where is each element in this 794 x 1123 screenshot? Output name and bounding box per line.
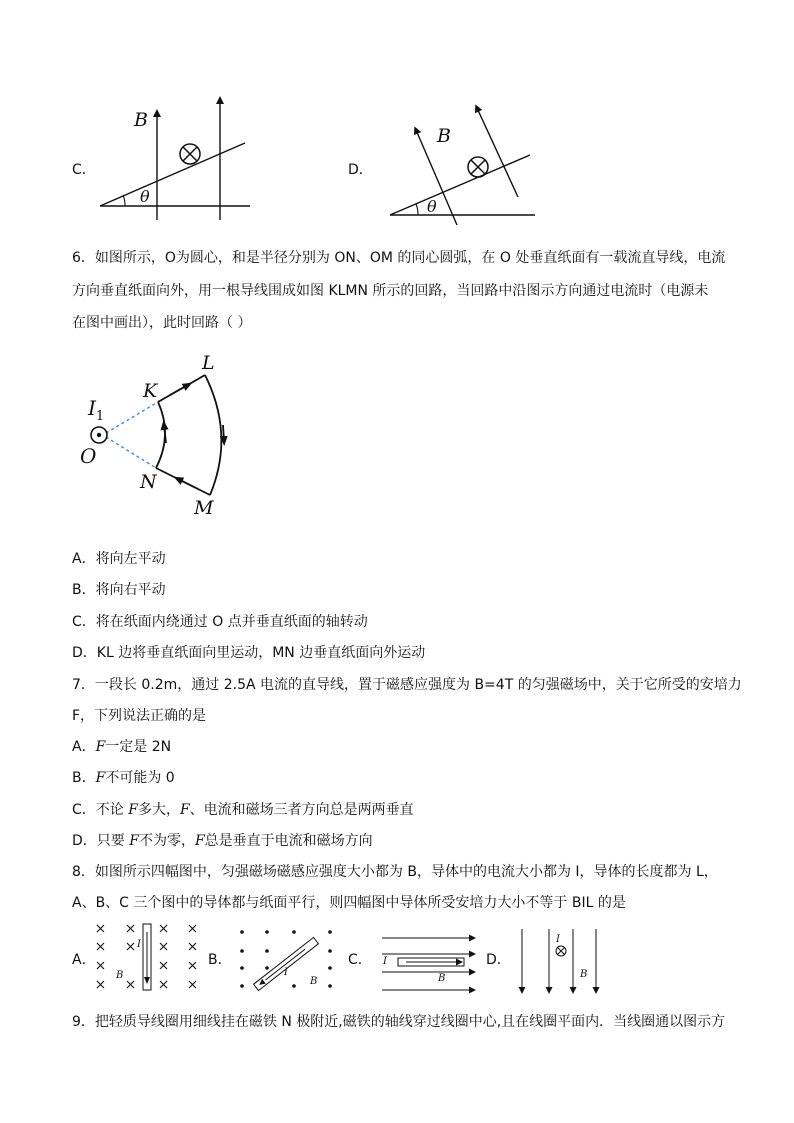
q7-option-b: B．F不可能为 0 [72,770,175,786]
q8-figure-b [234,926,340,998]
conductor-rail [390,155,530,215]
b-label: B [116,970,124,981]
radius-dashed [106,437,156,468]
option-d-figure [385,100,545,230]
q6-option-d: D．KL 边将垂直纸面向里运动，MN 边垂直纸面向外运动 [72,645,426,661]
field-line [477,108,518,197]
arc-lm [205,375,221,495]
q6-stem-line1: 6．如图所示，O为圆心，和是半径分别为 ON、OM 的同心圆弧，在 O 处垂直纸面有一载流直导线，电流 [72,250,726,266]
q8-stem-line1: 8．如图所示四幅图中，匀强磁场磁感应强度大小都为 B，导体中的电流大小都为 I，导体的长度都为 L， [72,864,718,880]
point-m-label: M [194,497,214,519]
current-label: $I_1$ [88,396,105,424]
point-l-label: L [202,352,215,374]
q6-figure [70,345,250,525]
b-label: B [310,976,318,987]
b-label: B [134,109,148,131]
q8-stem-line2: A、B、C 三个图中的导体都与纸面平行，则四幅图中导体所受安培力大小不等于 BIL 的是 [72,895,626,911]
current-label: I [556,934,560,945]
angle-arc [123,195,125,206]
q8-figure-a-label: A． [72,952,96,968]
current-label: I [137,939,141,950]
point-o-label: O [80,444,97,468]
q8-figure-b-label: B． [208,952,232,968]
theta-label: θ [140,187,150,206]
q7-stem-line2: F，下列说法正确的是 [72,708,207,724]
q6-option-c: C．将在纸面内绕通过 O 点并垂直纸面的轴转动 [72,614,368,630]
current-label: I [383,956,387,967]
q6-stem-line3: 在图中画出），此时回路（ ） [72,315,252,331]
q7-option-d: D．只要 F不为零，F总是垂直于电流和磁场方向 [72,833,373,849]
q8-figure-d-label: D． [486,952,511,968]
conductor-rail [100,143,245,206]
b-label: B [437,125,451,147]
point-n-label: N [140,471,157,493]
b-label: B [438,973,446,984]
theta-label: θ [427,197,437,216]
option-d-label: D． [348,162,373,178]
arc-nk [156,402,165,468]
into-page-icon [180,144,200,164]
option-c-label: C． [72,162,96,178]
q8-figure-c [380,932,480,994]
q6-stem-line2: 方向垂直纸面向外，用一根导线围成如图 KLMN 所示的回路，当回路中沿图示方向通过电流时（电源未 [72,283,709,299]
q9-stem-line1: 9．把轻质导线圈用细线挂在磁铁 N 极附近,磁铁的轴线穿过线圈中心,且在线圈平面内．当线圈通以图示方 [72,1014,726,1030]
q7-option-a: A．F一定是 2N [72,739,172,755]
q8-figure-a [94,922,206,998]
q6-option-b: B．将向右平动 [72,582,166,598]
b-label: B [580,969,588,980]
current-label: I [284,967,288,978]
q8-figure-c-label: C． [348,952,372,968]
option-c-figure [95,98,255,228]
radius-dashed [106,402,158,433]
point-k-label: K [143,380,158,402]
q7-stem-line1: 7．一段长 0.2m，通过 2.5A 电流的直导线，置于磁感应强度为 B=4T 的匀强磁场中，关于它所受的安培力 [72,677,742,693]
q6-option-a: A．将向左平动 [72,551,166,567]
angle-arc [416,204,418,215]
q7-option-c: C．不论 F多大，F、电流和磁场三者方向总是两两垂直 [72,802,414,818]
into-page-icon [468,157,488,177]
